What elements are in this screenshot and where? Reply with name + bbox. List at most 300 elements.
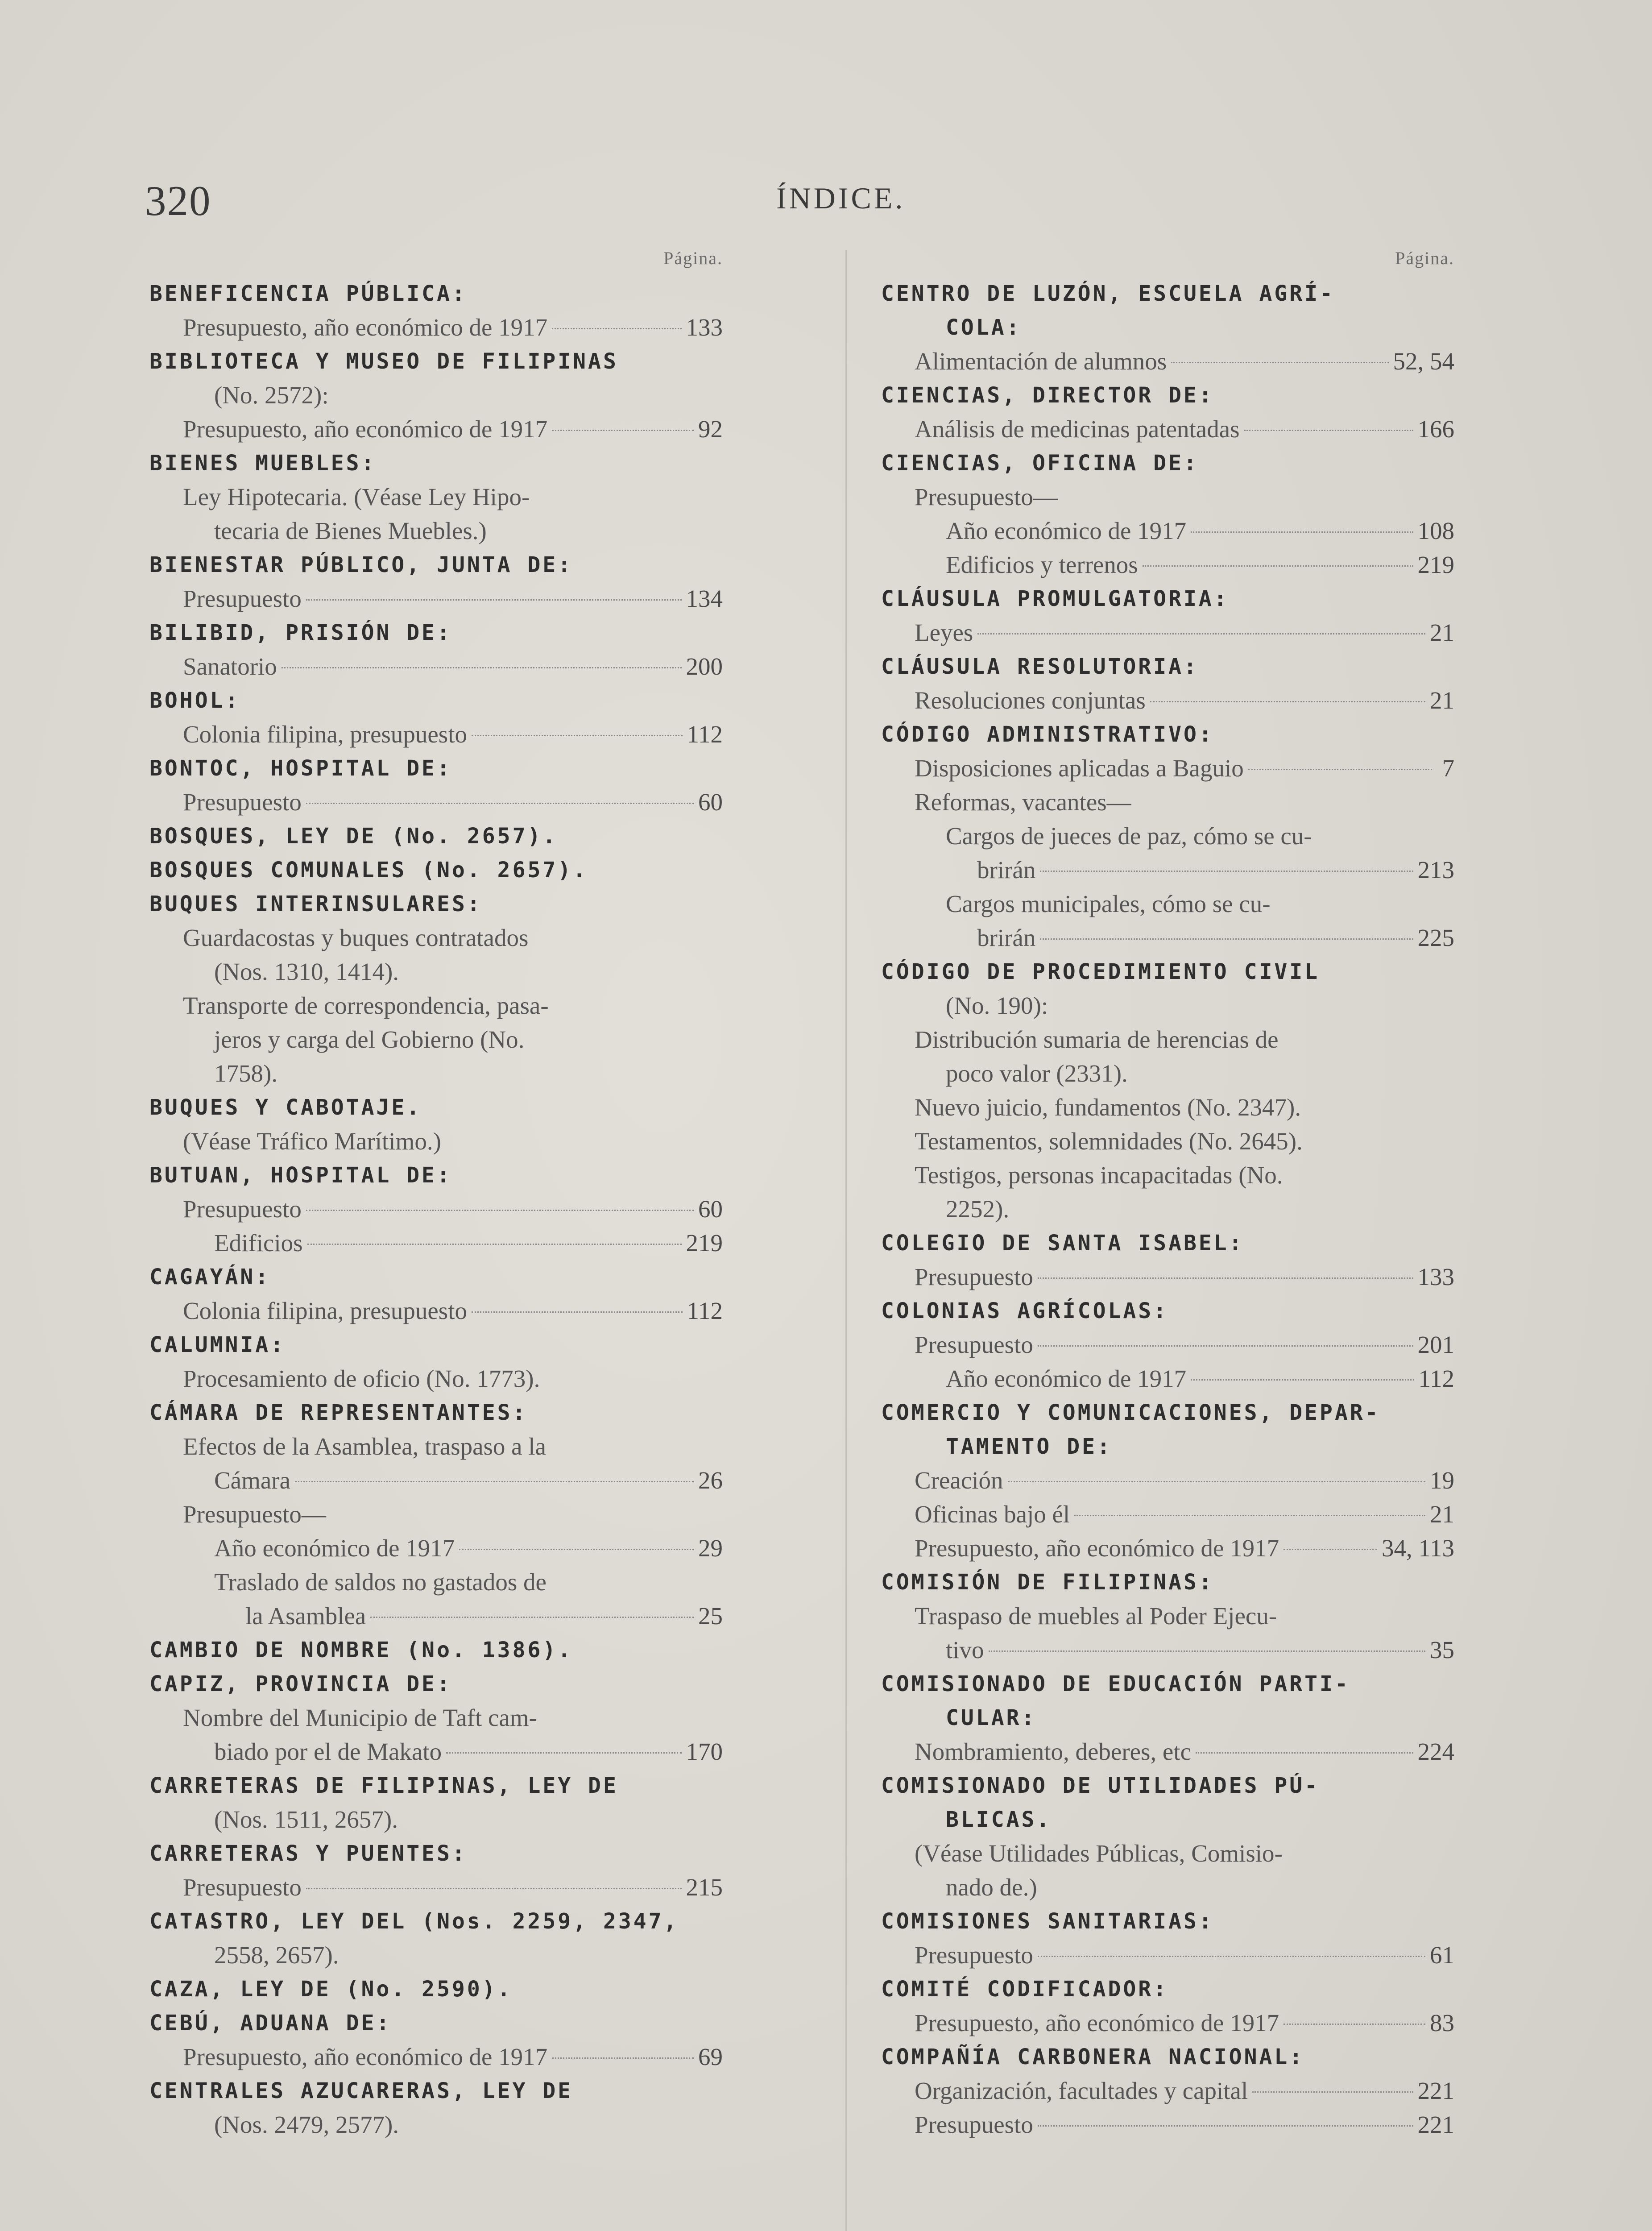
index-entry — [147, 277, 723, 344]
entry-text: Colonia filipina, presupuesto — [183, 721, 467, 748]
index-entry — [147, 1091, 723, 1158]
entry-heading: COMERCIO Y COMUNICACIONES, DEPAR- — [881, 1400, 1380, 1425]
entry-heading: BIENESTAR PÚBLICO, JUNTA DE: — [149, 552, 573, 577]
entry-text: Alimentación de alumnos — [915, 348, 1167, 375]
leader-dots — [552, 2057, 694, 2059]
entry-heading: CLÁUSULA PROMULGATORIA: — [881, 586, 1229, 611]
entry-line — [879, 1531, 1454, 1565]
leader-dots — [307, 1244, 682, 1245]
column-divider — [845, 250, 847, 2231]
entry-heading: BENEFICENCIA PÚBLICA: — [149, 281, 467, 306]
leader-dots — [1038, 1277, 1413, 1279]
entry-heading: BILIBID, PRISIÓN DE: — [149, 620, 452, 645]
entry-text: Distribución sumaria de herencias de — [915, 1026, 1279, 1053]
entry-text: Colonia filipina, presupuesto — [183, 1297, 467, 1324]
entry-text: Leyes — [915, 619, 973, 646]
entry-line — [147, 1735, 723, 1769]
entry-text: Año económico de 1917 — [946, 1365, 1187, 1392]
leader-dots — [552, 328, 681, 329]
page-number: 320 — [145, 177, 211, 224]
entry-line — [879, 1464, 1454, 1497]
leader-dots — [977, 633, 1425, 634]
entry-line — [879, 548, 1454, 582]
page-reference: 25 — [698, 1602, 723, 1630]
entry-line — [147, 1430, 723, 1464]
page-reference: 108 — [1417, 517, 1454, 544]
index-entry — [879, 378, 1454, 446]
entry-line — [147, 582, 723, 616]
entry-line — [147, 2040, 723, 2074]
page-reference: 34, 113 — [1382, 1534, 1454, 1562]
entry-heading: CATASTRO, LEY DEL (Nos. 2259, 2347, — [149, 1909, 679, 1934]
entry-line — [879, 344, 1454, 378]
index-entry — [147, 751, 723, 819]
leader-dots — [1252, 2091, 1413, 2093]
index-entry — [147, 1328, 723, 1396]
entry-line — [879, 1735, 1454, 1769]
page-reference: 60 — [698, 788, 723, 816]
entry-heading: CIENCIAS, DIRECTOR DE: — [881, 383, 1214, 408]
leader-dots — [1040, 871, 1413, 872]
entry-text: 2252). — [946, 1195, 1010, 1223]
index-entry — [147, 1972, 723, 2006]
entry-line — [147, 1464, 723, 1497]
entry-line — [147, 1226, 723, 1260]
leader-dots — [1284, 2024, 1425, 2025]
entry-line — [879, 1158, 1454, 1192]
index-column-right — [879, 248, 1454, 2142]
entry-heading: CENTRALES AZUCARERAS, LEY DE — [149, 2078, 573, 2103]
page-reference: 112 — [687, 1297, 723, 1324]
page-reference: 19 — [1430, 1467, 1454, 1494]
entry-text: Presupuesto — [183, 1874, 302, 1901]
entry-line — [147, 1497, 723, 1531]
page-reference: 29 — [698, 1534, 723, 1562]
page-reference: 170 — [686, 1738, 723, 1765]
leader-dots — [370, 1617, 694, 1618]
page-reference: 69 — [698, 2043, 723, 2070]
entry-text: Edificios y terrenos — [946, 551, 1138, 578]
entry-heading: CÓDIGO DE PROCEDIMIENTO CIVIL — [881, 959, 1320, 984]
entry-heading: BOSQUES, LEY DE (No. 2657). — [149, 824, 558, 849]
entry-heading: CEBÚ, ADUANA DE: — [149, 2011, 392, 2036]
index-entry — [147, 819, 723, 853]
entry-line — [147, 989, 723, 1023]
leader-dots — [1196, 1752, 1413, 1754]
entry-text: Traslado de saldos no gastados de — [214, 1568, 547, 1596]
entry-heading: BOHOL: — [149, 688, 240, 713]
entry-text: Presupuesto — [915, 1263, 1033, 1290]
entry-line — [147, 1362, 723, 1396]
leader-dots — [306, 599, 682, 601]
entry-text: Testigos, personas incapacitadas (No. — [915, 1161, 1283, 1189]
page-header — [0, 176, 1652, 234]
entry-text: 1758). — [214, 1060, 278, 1087]
page-reference: 221 — [1417, 2111, 1454, 2138]
entry-text: Transporte de correspondencia, pasa- — [183, 992, 549, 1019]
entry-line — [879, 1362, 1454, 1396]
index-entry — [147, 2006, 723, 2074]
entry-line — [147, 650, 723, 684]
leader-dots — [472, 1311, 683, 1313]
index-entry — [879, 1667, 1454, 1769]
entry-text: Procesamiento de oficio (No. 1773). — [183, 1365, 540, 1392]
entry-heading: COMISIONES SANITARIAS: — [881, 1909, 1214, 1934]
index-entry — [147, 887, 723, 1091]
index-entry — [147, 1837, 723, 1904]
entry-line — [879, 480, 1454, 514]
entry-heading: CAPIZ, PROVINCIA DE: — [149, 1671, 452, 1696]
entry-line — [879, 1497, 1454, 1531]
entry-heading: CIENCIAS, OFICINA DE: — [881, 451, 1199, 476]
entry-line — [879, 1870, 1454, 1904]
entry-text: nado de.) — [946, 1874, 1037, 1901]
entry-line — [147, 1057, 723, 1091]
entry-heading: CARRETERAS DE FILIPINAS, LEY DE — [149, 1773, 618, 1798]
page-reference: 219 — [1417, 551, 1454, 578]
entry-line — [147, 1192, 723, 1226]
entry-line — [879, 1091, 1454, 1124]
entry-text: brirán — [977, 924, 1036, 951]
leader-dots — [1040, 938, 1413, 940]
entry-text: (Nos. 2479, 2577). — [214, 2111, 399, 2138]
index-entry — [879, 277, 1454, 378]
entry-text: Traspaso de muebles al Poder Ejecu- — [915, 1602, 1277, 1630]
entry-line — [147, 1565, 723, 1599]
index-entry — [147, 684, 723, 751]
page-reference: 225 — [1417, 924, 1454, 951]
leader-dots — [306, 803, 694, 804]
index-entry — [879, 650, 1454, 717]
entry-text: Presupuesto — [183, 585, 302, 612]
entry-text: Análisis de medicinas patentadas — [915, 415, 1240, 443]
index-entry — [879, 955, 1454, 1226]
entry-line — [147, 378, 723, 412]
index-entry — [147, 548, 723, 616]
leader-dots — [1008, 1481, 1425, 1482]
entry-text: 2558, 2657). — [214, 1941, 339, 1969]
entry-line — [879, 1057, 1454, 1091]
index-entry — [879, 1565, 1454, 1667]
index-entry — [147, 1260, 723, 1328]
entry-text: poco valor (2331). — [946, 1060, 1128, 1087]
entry-text: (No. 2572): — [214, 382, 329, 409]
entry-line — [147, 1294, 723, 1328]
entry-text: (No. 190): — [946, 992, 1048, 1019]
entry-text: Reformas, vacantes— — [915, 788, 1131, 816]
leader-dots — [1150, 701, 1425, 702]
entry-text: Presupuesto — [915, 1331, 1033, 1358]
entry-line — [147, 1124, 723, 1158]
running-title: ÍNDICE. — [776, 181, 906, 215]
leader-dots — [1038, 1956, 1425, 1957]
entry-text: Guardacostas y buques contratados — [183, 924, 529, 951]
entry-text: Disposiciones aplicadas a Baguio — [915, 755, 1244, 782]
entry-line — [879, 412, 1454, 446]
leader-dots — [282, 667, 682, 668]
leader-dots — [295, 1481, 694, 1482]
entry-line — [879, 1701, 1454, 1735]
entry-text: Presupuesto — [183, 788, 302, 816]
entry-line — [879, 1837, 1454, 1870]
index-entry — [147, 1633, 723, 1667]
entry-line — [879, 921, 1454, 955]
entry-text: (Nos. 1310, 1414). — [214, 958, 399, 985]
entry-heading: COLEGIO DE SANTA ISABEL: — [881, 1231, 1244, 1256]
page-reference: 35 — [1430, 1636, 1454, 1663]
leader-dots — [1038, 2125, 1413, 2127]
leader-dots — [472, 735, 683, 736]
page-reference: 26 — [698, 1467, 723, 1494]
entry-heading: CLÁUSULA RESOLUTORIA: — [881, 654, 1199, 679]
index-entry — [879, 1294, 1454, 1396]
page-reference: 112 — [1418, 1365, 1454, 1392]
entry-text: Resoluciones conjuntas — [915, 687, 1146, 714]
entry-text: Efectos de la Asamblea, traspaso a la — [183, 1433, 546, 1460]
entry-text: Presupuesto — [183, 1195, 302, 1223]
page-reference: 21 — [1430, 687, 1454, 714]
index-entry — [147, 1158, 723, 1260]
page-reference: 219 — [686, 1229, 723, 1256]
entry-line — [879, 684, 1454, 717]
entry-line — [147, 1599, 723, 1633]
index-column-left — [147, 248, 723, 2142]
leader-dots — [306, 1888, 682, 1889]
entry-line — [879, 2074, 1454, 2108]
entry-line — [147, 514, 723, 548]
page-reference: 83 — [1430, 2009, 1454, 2036]
index-entry — [879, 1972, 1454, 2040]
entry-line — [147, 1803, 723, 1837]
leader-dots — [1191, 1379, 1414, 1381]
page-reference: 112 — [687, 721, 723, 748]
entry-heading: COLONIAS AGRÍCOLAS: — [881, 1298, 1169, 1323]
entry-text: COLA: — [946, 315, 1022, 340]
entry-text: Presupuesto, año económico de 1917 — [183, 314, 548, 341]
index-entry — [147, 1396, 723, 1633]
entry-text: Presupuesto— — [183, 1501, 326, 1528]
entry-text: biado por el de Makato — [214, 1738, 442, 1765]
index-entry — [147, 1904, 723, 1972]
entry-text: Presupuesto, año económico de 1917 — [183, 415, 548, 443]
entry-text: CULAR: — [946, 1705, 1037, 1730]
page-reference: 200 — [686, 653, 723, 680]
entry-line — [147, 1023, 723, 1057]
index-entry — [879, 1396, 1454, 1565]
entry-text: Presupuesto — [915, 1941, 1033, 1969]
entry-line — [147, 1938, 723, 1972]
entry-line — [879, 887, 1454, 921]
index-entry — [879, 446, 1454, 582]
entry-text: TAMENTO DE: — [946, 1434, 1112, 1459]
entry-text: (Nos. 1511, 2657). — [214, 1806, 398, 1833]
entry-heading: CÓDIGO ADMINISTRATIVO: — [881, 722, 1214, 747]
entry-text: (Véase Tráfico Marítimo.) — [183, 1128, 441, 1155]
leader-dots — [446, 1752, 681, 1754]
entry-text: Presupuesto, año económico de 1917 — [915, 2009, 1279, 2036]
page-reference: 213 — [1417, 856, 1454, 883]
leader-dots — [989, 1650, 1425, 1652]
entry-text: Organización, facultades y capital — [915, 2077, 1248, 2104]
entry-line — [147, 955, 723, 989]
page-reference: 61 — [1430, 1941, 1454, 1969]
page-reference: 224 — [1417, 1738, 1454, 1765]
entry-line — [147, 1531, 723, 1565]
leader-dots — [552, 430, 694, 431]
entry-text: Ley Hipotecaria. (Véase Ley Hipo- — [183, 483, 530, 510]
page-reference: 21 — [1430, 619, 1454, 646]
page-reference: 201 — [1417, 1331, 1454, 1358]
entry-heading: BIENES MUEBLES: — [149, 451, 377, 476]
leader-dots — [459, 1549, 694, 1550]
index-entry — [879, 717, 1454, 955]
entry-heading: CÁMARA DE REPRESENTANTES: — [149, 1400, 528, 1425]
entry-heading: COMITÉ CODIFICADOR: — [881, 1977, 1169, 2002]
entry-text: Cargos municipales, cómo se cu- — [946, 890, 1271, 917]
entry-heading: COMPAÑÍA CARBONERA NACIONAL: — [881, 2044, 1305, 2069]
index-entry — [147, 616, 723, 684]
entry-heading: BUTUAN, HOSPITAL DE: — [149, 1163, 452, 1188]
leader-dots — [1074, 1515, 1425, 1516]
page-reference: 221 — [1417, 2077, 1454, 2104]
entry-heading: BUQUES INTERINSULARES: — [149, 892, 482, 916]
entry-line — [879, 311, 1454, 344]
entry-line — [879, 1599, 1454, 1633]
entry-text: Edificios — [214, 1229, 303, 1256]
entry-text: (Véase Utilidades Públicas, Comisio- — [915, 1840, 1283, 1867]
entry-line — [147, 717, 723, 751]
entry-line — [879, 819, 1454, 853]
entry-line — [879, 853, 1454, 887]
entry-text: BLICAS. — [946, 1807, 1052, 1832]
entry-heading: CAZA, LEY DE (No. 2590). — [149, 1977, 513, 2002]
entry-heading: COMISIONADO DE EDUCACIÓN PARTI- — [881, 1671, 1350, 1696]
index-entry — [147, 1667, 723, 1769]
page-reference: 92 — [698, 415, 723, 443]
entry-line — [147, 785, 723, 819]
page-reference: 21 — [1430, 1501, 1454, 1528]
entry-line — [147, 311, 723, 344]
page-reference: 133 — [686, 314, 723, 341]
entry-heading: CAMBIO DE NOMBRE (No. 1386). — [149, 1638, 573, 1663]
entry-text: la Asamblea — [245, 1602, 366, 1630]
page-reference: 215 — [686, 1874, 723, 1901]
entry-line — [879, 989, 1454, 1023]
leader-dots — [1284, 1549, 1377, 1550]
entry-line — [879, 2108, 1454, 2142]
entry-text: Cámara — [214, 1467, 291, 1494]
page-reference: 133 — [1417, 1263, 1454, 1290]
index-entry — [147, 853, 723, 887]
entry-line — [879, 1633, 1454, 1667]
entry-line — [147, 480, 723, 514]
entry-heading: BONTOC, HOSPITAL DE: — [149, 756, 452, 781]
entry-text: jeros y carga del Gobierno (No. — [214, 1026, 525, 1053]
page-reference: 134 — [686, 585, 723, 612]
entry-text: Año económico de 1917 — [214, 1534, 455, 1562]
page-reference: 166 — [1417, 415, 1454, 443]
leader-dots — [1038, 1345, 1413, 1347]
entry-text: Testamentos, solemnidades (No. 2645). — [915, 1128, 1303, 1155]
entry-line — [879, 1023, 1454, 1057]
entry-line — [879, 1260, 1454, 1294]
entry-text: Cargos de jueces de paz, cómo se cu- — [946, 822, 1312, 850]
entry-line — [879, 785, 1454, 819]
index-entry — [879, 1226, 1454, 1294]
leader-dots — [1191, 531, 1413, 533]
index-entry — [147, 446, 723, 548]
entry-heading: BOSQUES COMUNALES (No. 2657). — [149, 858, 588, 883]
entry-line — [879, 1430, 1454, 1464]
entry-line — [147, 1701, 723, 1735]
entry-text: tivo — [946, 1636, 984, 1663]
entry-line — [879, 751, 1454, 785]
page-reference: 52, 54 — [1393, 348, 1454, 375]
entry-line — [879, 2006, 1454, 2040]
leader-dots — [1171, 362, 1388, 363]
index-entry — [879, 2040, 1454, 2142]
entry-text: Creación — [915, 1467, 1003, 1494]
page-reference: 7 — [1442, 755, 1454, 782]
entry-text: Nombramiento, deberes, etc — [915, 1738, 1192, 1765]
leader-dots — [1244, 430, 1413, 431]
entry-text: Presupuesto — [915, 2111, 1033, 2138]
entry-text: Presupuesto, año económico de 1917 — [183, 2043, 548, 2070]
entry-heading: CARRETERAS Y PUENTES: — [149, 1841, 467, 1866]
entry-heading: COMISIÓN DE FILIPINAS: — [881, 1570, 1214, 1595]
entry-line — [879, 1328, 1454, 1362]
entry-line — [879, 616, 1454, 650]
entry-line — [879, 514, 1454, 548]
entry-line — [147, 921, 723, 955]
entry-line — [879, 1938, 1454, 1972]
entry-line — [147, 1870, 723, 1904]
index-entry — [147, 2074, 723, 2142]
entry-text: tecaria de Bienes Muebles.) — [214, 517, 487, 544]
index-entry — [147, 1769, 723, 1837]
entry-text: Nuevo juicio, fundamentos (No. 2347). — [915, 1094, 1301, 1121]
leader-dots — [306, 1210, 694, 1211]
page-column-label: Página. — [663, 248, 723, 268]
index-entry — [879, 1769, 1454, 1904]
index-entry — [879, 1904, 1454, 1972]
index-entry — [879, 582, 1454, 650]
entry-line — [147, 412, 723, 446]
entry-text: Oficinas bajo él — [915, 1501, 1070, 1528]
entry-text: Año económico de 1917 — [946, 517, 1187, 544]
entry-text: brirán — [977, 856, 1036, 883]
page-reference: 60 — [698, 1195, 723, 1223]
entry-heading: BUQUES Y CABOTAJE. — [149, 1095, 422, 1120]
entry-heading: BIBLIOTECA Y MUSEO DE FILIPINAS — [149, 349, 618, 374]
entry-text: Presupuesto, año económico de 1917 — [915, 1534, 1279, 1562]
entry-line — [879, 1192, 1454, 1226]
entry-heading: COMISIONADO DE UTILIDADES PÚ- — [881, 1773, 1320, 1798]
entry-line — [879, 1124, 1454, 1158]
entry-heading: CALUMNIA: — [149, 1332, 286, 1357]
entry-line — [147, 2108, 723, 2142]
page-column-label: Página. — [1395, 248, 1454, 268]
entry-heading: CENTRO DE LUZÓN, ESCUELA AGRÍ- — [881, 281, 1335, 306]
index-entry — [147, 344, 723, 446]
entry-text: Presupuesto— — [915, 483, 1058, 510]
entry-line — [879, 1803, 1454, 1837]
leader-dots — [1143, 565, 1413, 567]
leader-dots — [1248, 769, 1432, 770]
entry-text: Nombre del Municipio de Taft cam- — [183, 1704, 537, 1731]
entry-text: Sanatorio — [183, 653, 277, 680]
entry-heading: CAGAYÁN: — [149, 1265, 271, 1290]
